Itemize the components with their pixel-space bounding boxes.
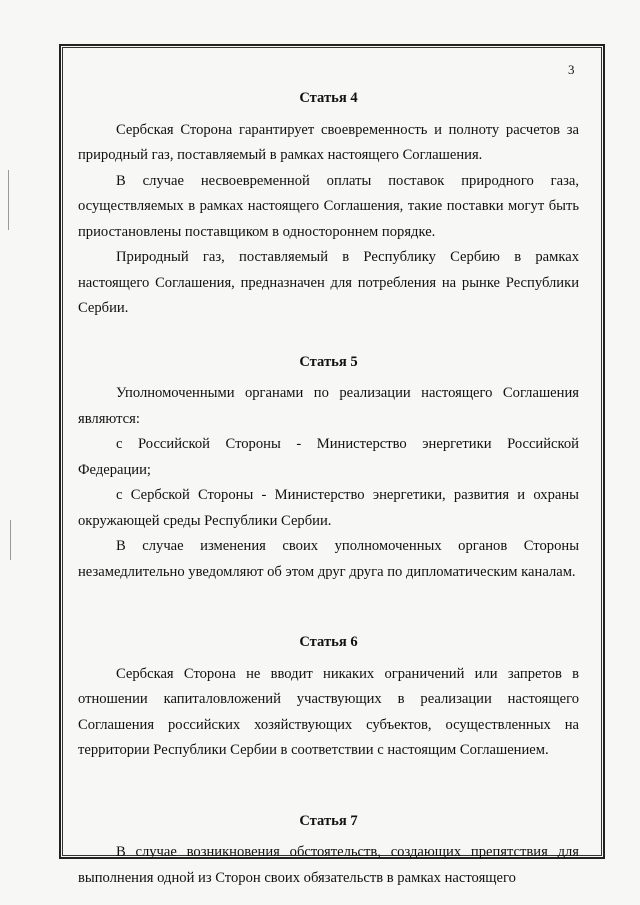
article-7 (78, 809, 579, 892)
document-body (78, 86, 579, 891)
article-heading: Статья 5 (299, 353, 358, 370)
article-paragraph: Сербская Сторона гарантирует своевременность и полноту расчетов за природный газ, поставляемый в рамках настоящего Соглашения. (78, 121, 579, 163)
article-heading: Статья 6 (299, 634, 358, 650)
page-number: 3 (568, 62, 575, 77)
article-paragraph: с Сербской Стороны - Министерство энергетики, развития и охраны окружающей среды Республики Сербии. (78, 487, 579, 529)
scan-artifact (8, 170, 9, 230)
article-paragraph: В случае изменения своих уполномоченных органов Стороны незамедлительно уведомляют об этом друг друга по дипломатическим каналам. (78, 538, 579, 580)
article-paragraph: В случае возникновения обстоятельств, создающих препятствия для выполнения одной из Сторон своих обязательств в рамках настоящего (78, 844, 579, 886)
article-paragraph: Уполномоченными органами по реализации настоящего Соглашения являются: (78, 385, 579, 427)
article-5 (78, 350, 579, 586)
article-4 (78, 86, 579, 322)
article-paragraph: с Российской Стороны - Министерство энергетики Российской Федерации; (78, 436, 579, 478)
article-paragraph: В случае несвоевременной оплаты поставок природного газа, осуществляемых в рамках настоящего Соглашения, такие поставки могут быть приостановлены поставщиком в одностороннем порядке. (78, 172, 579, 240)
article-heading: Статья 4 (299, 90, 358, 106)
scan-artifact (10, 520, 11, 560)
article-paragraph: Сербская Сторона не вводит никаких ограничений или запретов в отношении капиталовложений участвующих в реализации настоящего Соглашения российских хозяйствующих субъектов, осуществленных на территории Республики Сербии в соответствии с настоящим Соглашением. (78, 665, 579, 758)
article-6 (78, 630, 579, 764)
article-heading: Статья 7 (299, 812, 358, 829)
article-paragraph: Природный газ, поставляемый в Республику Сербию в рамках настоящего Соглашения, предназначен для потребления на рынке Республики Сербии. (78, 249, 579, 316)
